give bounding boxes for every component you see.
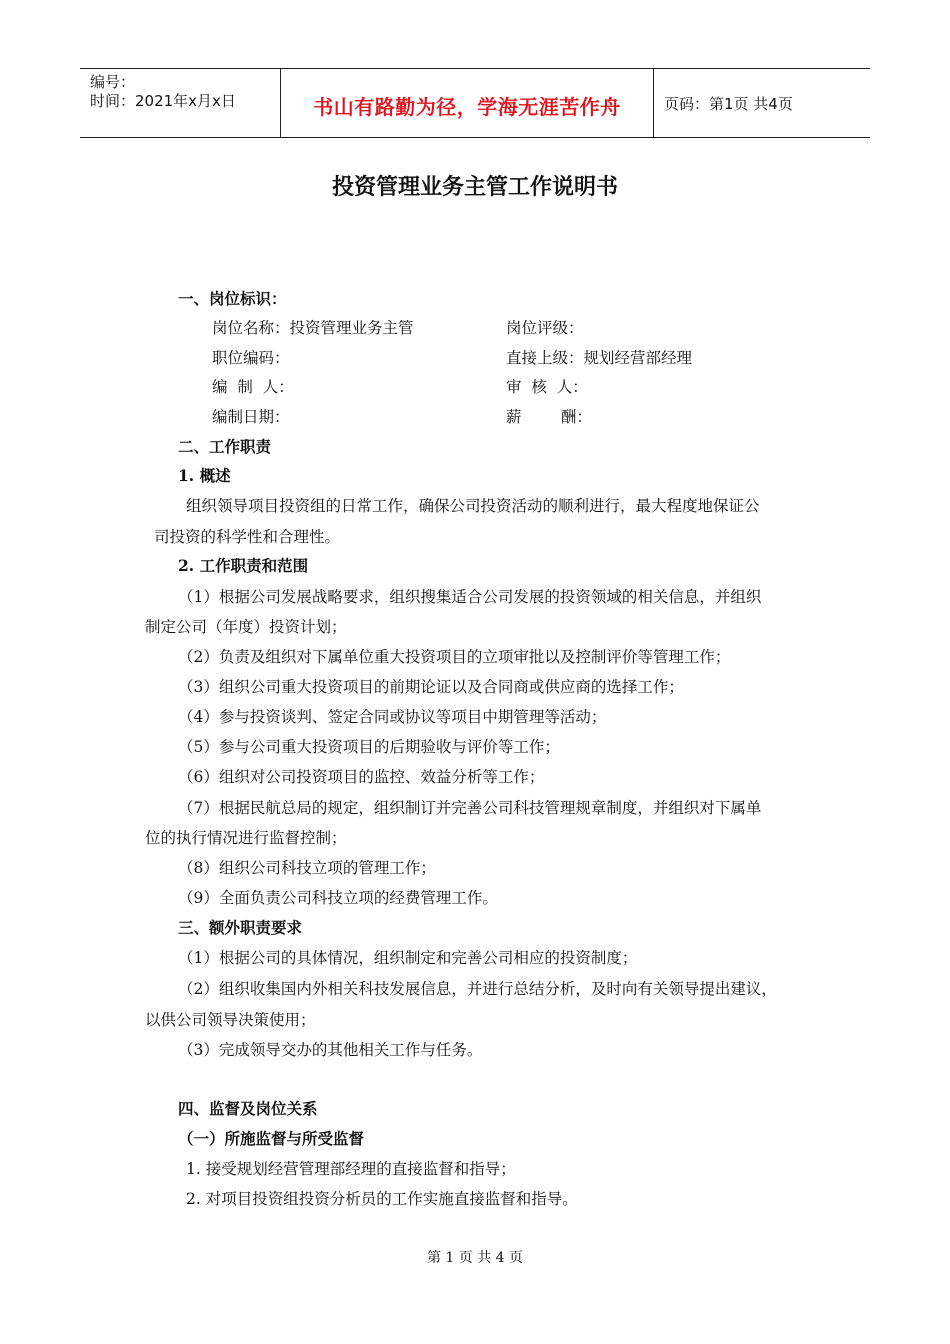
header-page-cell — [654, 69, 870, 137]
header-motto-cell — [281, 69, 654, 137]
section-4-heading: 四、监督及岗位关系 — [178, 1099, 318, 1118]
supervision-item-2: 2. 对项目投资组投资分析员的工作实施直接监督和指导。 — [186, 1190, 578, 1208]
field-direct-supervisor: 直接上级：规划经营部经理 — [506, 349, 693, 367]
section-4-subheading: （一）所施监督与所受监督 — [178, 1129, 365, 1148]
duty-1-line-1: （1）根据公司发展战略要求，组织搜集适合公司发展的投资领域的相关信息，并组织 — [178, 588, 762, 606]
duty-7-line-1: （7）根据民航总局的规定，组织制订并完善公司科技管理规章制度，并组织对下属单 — [178, 799, 762, 817]
section-3-heading: 三、额外职责要求 — [178, 918, 303, 937]
duty-2: （2）负责及组织对下属单位重大投资项目的立项审批以及控制评价等管理工作； — [178, 648, 731, 666]
extra-duty-3: （3）完成领导交办的其他相关工作与任务。 — [178, 1041, 483, 1059]
extra-duty-2-line-1: （2）组织收集国内外相关科技发展信息，并进行总结分析，及时向有关领导提出建议， — [178, 980, 777, 998]
overview-text-line-1: 组织领导项目投资组的日常工作，确保公司投资活动的顺利进行，最大程度地保证公 — [186, 497, 760, 515]
duty-6: （6）组织对公司投资项目的监控、效益分析等工作； — [178, 768, 545, 786]
section-1-heading: 一、岗位标识： — [178, 289, 287, 308]
field-salary: 薪 酬： — [506, 408, 592, 426]
supervision-item-1: 1. 接受规划经营管理部经理的直接监督和指导； — [186, 1160, 516, 1178]
motto-text: 书山有路勤为径，学海无涯苦作舟 — [313, 95, 621, 119]
extra-duty-2-line-2: 以供公司领导决策使用； — [145, 1011, 316, 1029]
overview-heading: 1. 概述 — [178, 466, 231, 485]
duty-9: （9）全面负责公司科技立项的经费管理工作。 — [178, 889, 498, 907]
date-label: 时间：2021年x月x日 — [90, 92, 236, 110]
field-compile-date: 编制日期： — [212, 408, 290, 426]
page-header — [80, 68, 870, 138]
field-position-code: 职位编码： — [212, 349, 290, 367]
overview-text-line-2: 司投资的科学性和合理性。 — [154, 528, 341, 546]
page-info: 页码：第1页 共4页 — [664, 95, 793, 113]
duty-1-line-2: 制定公司（年度）投资计划； — [145, 618, 347, 636]
duty-4: （4）参与投资谈判、签定合同或协议等项目中期管理等活动； — [178, 708, 607, 726]
field-reviewer: 审 核 人： — [506, 378, 588, 396]
duty-5: （5）参与公司重大投资项目的后期验收与评价等工作； — [178, 738, 560, 756]
extra-duty-1: （1）根据公司的具体情况，组织制定和完善公司相应的投资制度； — [178, 949, 638, 967]
duty-3: （3）组织公司重大投资项目的前期论证以及合同商或供应商的选择工作； — [178, 678, 684, 696]
field-compiler: 编 制 人： — [212, 378, 294, 396]
duty-7-line-2: 位的执行情况进行监督控制； — [145, 829, 347, 847]
page-footer: 第 1 页 共 4 页 — [426, 1250, 524, 1266]
duties-heading: 2. 工作职责和范围 — [178, 556, 309, 575]
field-position-grade: 岗位评级： — [506, 319, 584, 337]
field-position-name: 岗位名称：投资管理业务主管 — [212, 319, 414, 337]
number-label: 编号： — [90, 73, 136, 91]
section-2-heading: 二、工作职责 — [178, 437, 272, 456]
duty-8: （8）组织公司科技立项的管理工作； — [178, 859, 436, 877]
document-title: 投资管理业务主管工作说明书 — [331, 174, 618, 200]
header-meta-cell — [80, 69, 281, 137]
